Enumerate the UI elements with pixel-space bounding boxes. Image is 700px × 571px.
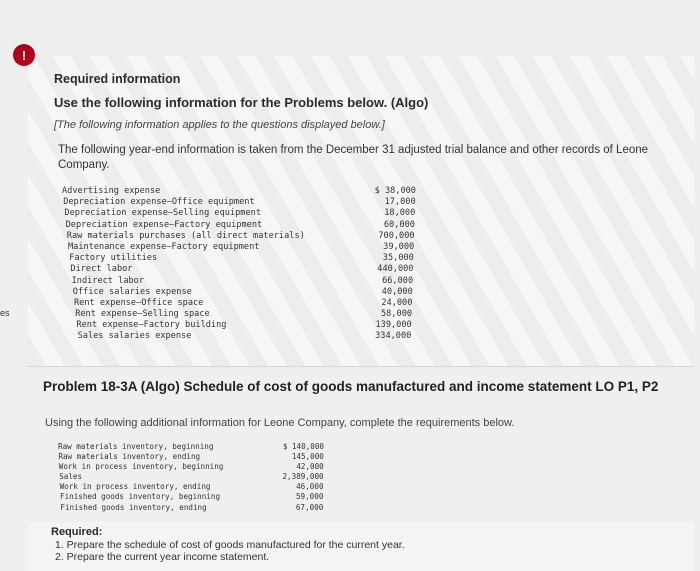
row-label: Raw materials inventory, ending — [58, 452, 201, 462]
additional-info-table — [58, 442, 324, 516]
table-row — [58, 492, 324, 502]
row-amount: 35,000 — [382, 253, 414, 264]
table-row — [62, 231, 416, 242]
row-amount: 40,000 — [381, 286, 413, 297]
row-amount: 2,389,000 — [282, 472, 324, 482]
table-row — [62, 242, 416, 253]
row-amount: 58,000 — [381, 309, 413, 320]
row-amount: 59,000 — [295, 492, 324, 502]
row-amount: 440,000 — [377, 264, 414, 275]
row-label: Advertising expense — [62, 186, 161, 196]
row-label: Office salaries expense — [72, 286, 192, 297]
row-amount: $ 140,000 — [282, 442, 324, 451]
trial-balance-table — [62, 186, 416, 346]
applies-note: [The following information applies to the questions displayed below.] — [54, 119, 385, 131]
intro-text: The following year-end information is taken from the December 31 adjusted trial balance and other records of Leone Company. — [58, 144, 649, 171]
row-amount: 18,000 — [384, 208, 416, 219]
row-label: Work in process inventory, beginning — [58, 462, 224, 472]
table-row — [58, 442, 324, 452]
row-amount: 17,000 — [384, 197, 416, 208]
row-label: Depreciation expense—Factory equipment — [65, 219, 263, 230]
row-amount: 67,000 — [295, 502, 324, 512]
row-amount: 39,000 — [383, 241, 415, 252]
row-label: Depreciation expense—Office equipment — [63, 197, 255, 208]
row-amount: 46,000 — [296, 482, 324, 492]
table-row — [62, 208, 416, 219]
row-label: Finished goods inventory, ending — [60, 502, 207, 512]
row-label: Work in process inventory, ending — [59, 482, 211, 492]
row-label: Rent expense—Office space — [74, 297, 204, 308]
row-label: Finished goods inventory, beginning — [60, 492, 221, 502]
row-label: Rent expense—Factory building — [76, 320, 227, 331]
table-row — [58, 503, 324, 513]
alert-icon: ! — [13, 44, 35, 66]
table-row — [58, 482, 324, 492]
row-label: Sales — [59, 472, 83, 482]
table-row — [62, 220, 416, 231]
row-label: Depreciation expense—Selling equipment — [64, 208, 261, 219]
table-row — [62, 320, 416, 331]
requirement-item: 1. Prepare the schedule of cost of goods manufactured for the current year. — [55, 539, 405, 551]
row-amount: 24,000 — [381, 297, 413, 308]
row-label: Indirect labor — [71, 275, 145, 286]
table-row — [62, 197, 416, 208]
use-info-title: Use the following information for the Problems below. (Algo) — [54, 95, 429, 110]
row-label: Raw materials purchases (all direct materials) — [66, 230, 305, 241]
row-amount: 334,000 — [375, 331, 412, 342]
table-row — [62, 309, 416, 320]
row-amount: 700,000 — [378, 230, 415, 241]
row-label: Rent expense—Selling space — [75, 309, 210, 320]
problem-intro: Using the following additional information for Leone Company, complete the requirements below. — [45, 417, 515, 429]
row-amount: 42,000 — [296, 462, 324, 472]
row-amount: 60,000 — [383, 219, 415, 230]
table-row — [62, 287, 416, 298]
table-row — [62, 331, 416, 342]
row-label: Sales salaries expense — [77, 331, 192, 342]
table-row — [58, 462, 324, 472]
problem-title: Problem 18-3A (Algo) Schedule of cost of goods manufactured and income statement LO P1, P2 — [43, 379, 659, 394]
row-amount: 145,000 — [291, 452, 324, 462]
row-label: Direct labor — [70, 264, 133, 275]
table-row — [62, 186, 416, 197]
row-amount: 66,000 — [382, 275, 414, 286]
side-tab-label[interactable]: es — [0, 308, 10, 318]
row-label: Factory utilities — [69, 253, 158, 264]
row-label: Maintenance expense—Factory equipment — [68, 241, 260, 252]
table-row — [58, 452, 324, 462]
row-amount: $ 38,000 — [374, 186, 416, 196]
table-row — [62, 276, 416, 287]
row-amount: 139,000 — [375, 320, 412, 331]
table-row — [62, 298, 416, 309]
required-info-title: Required information — [54, 72, 181, 86]
required-heading: Required: — [51, 526, 103, 538]
table-row — [58, 472, 324, 482]
requirement-item: 2. Prepare the current year income statement. — [55, 551, 270, 563]
table-row — [62, 264, 416, 275]
table-row — [62, 253, 416, 264]
row-label: Raw materials inventory, beginning — [58, 442, 214, 451]
